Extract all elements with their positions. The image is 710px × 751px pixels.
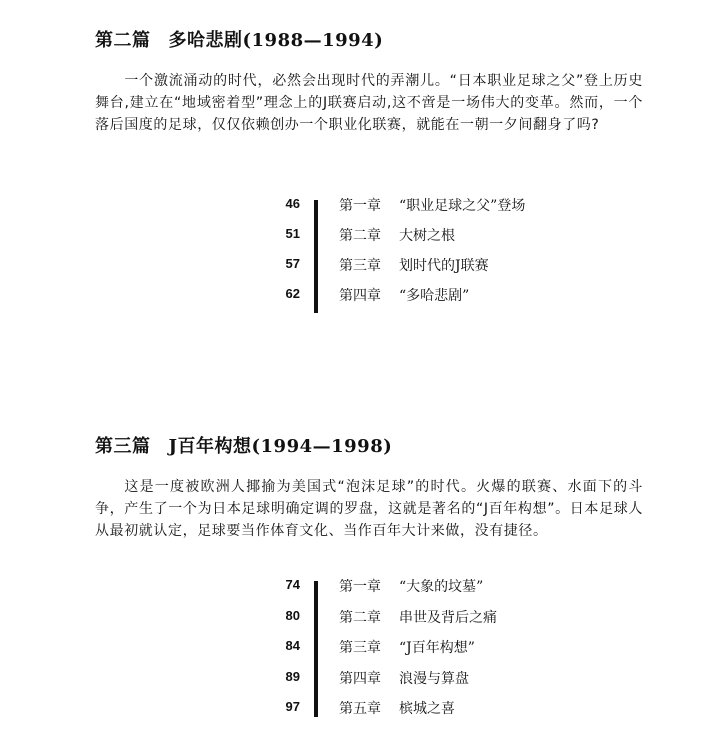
toc-chapter-title [339, 607, 497, 627]
part-heading [95, 432, 392, 458]
toc-entry[interactable] [0, 252, 710, 282]
part-title: 多哈悲剧(1988—1994) [168, 30, 384, 51]
toc-entry[interactable] [0, 604, 710, 634]
toc-entry[interactable] [0, 573, 710, 603]
chapter-title: 槟城之喜 [399, 701, 455, 717]
toc-page-number: 62 [285, 286, 300, 301]
toc-page-number: 97 [285, 699, 300, 714]
toc-entry[interactable] [0, 282, 710, 312]
chapter-title: 串世及背后之痛 [399, 610, 497, 626]
chapter-number: 第四章 [339, 671, 381, 687]
toc-chapter-title [339, 255, 489, 275]
chapter-title: 划时代的J联赛 [399, 258, 489, 274]
toc-chapter-title [339, 576, 483, 596]
toc-page-number: 51 [285, 226, 300, 241]
toc-chapter-title [339, 698, 455, 718]
toc-chapter-title [339, 285, 469, 305]
toc-page-number: 84 [285, 638, 300, 653]
chapter-number: 第一章 [339, 579, 381, 595]
chapter-number: 第一章 [339, 198, 381, 214]
toc-page-number: 89 [285, 669, 300, 684]
toc-entry[interactable] [0, 665, 710, 695]
toc-chapter-title [339, 668, 469, 688]
toc-chapter-title [339, 195, 525, 215]
toc-entry[interactable] [0, 634, 710, 664]
part-intro: 这是一度被欧洲人揶揄为美国式“泡沫足球”的时代。火爆的联赛、水面下的斗争，产生了一个为日本足球明确定调的罗盘，这就是著名的“J百年构想”。日本足球人从最初就认定，足球要当作体育文化、当作百年大计来做，没有捷径。 [95, 479, 643, 539]
chapter-title: 浪漫与算盘 [399, 671, 469, 687]
toc-page-number: 74 [285, 577, 300, 592]
toc-page-number: 57 [285, 256, 300, 271]
toc-chapter-title [339, 637, 475, 657]
chapter-number: 第四章 [339, 288, 381, 304]
chapter-number: 第三章 [339, 258, 381, 274]
part-label: 第二篇 [95, 30, 151, 51]
chapter-number: 第二章 [339, 610, 381, 626]
toc-page-number: 46 [285, 196, 300, 211]
chapter-number: 第五章 [339, 701, 381, 717]
toc-page-number: 80 [285, 608, 300, 623]
toc-entry[interactable] [0, 222, 710, 252]
chapter-title: “大象的坟墓” [399, 579, 484, 595]
chapter-number: 第二章 [339, 228, 381, 244]
part-heading [95, 26, 383, 52]
chapter-title: “职业足球之父”登场 [399, 198, 526, 214]
chapter-title: “J百年构想” [399, 640, 475, 656]
toc-entry[interactable] [0, 695, 710, 725]
part-label: 第三篇 [95, 436, 151, 457]
chapter-title: 大树之根 [399, 228, 455, 244]
part-intro: 一个激流涌动的时代，必然会出现时代的弄潮儿。“日本职业足球之父”登上历史舞台,建立在“地域密着型”理念上的J联赛启动,这不啻是一场伟大的变革。然而，一个落后国度的足球，仅仅依赖创办一个职业化联赛，就能在一朝一夕间翻身了吗? [95, 73, 643, 133]
chapter-title: “多哈悲剧” [399, 288, 470, 304]
toc-chapter-title [339, 225, 455, 245]
toc-entry[interactable] [0, 192, 710, 222]
chapter-number: 第三章 [339, 640, 381, 656]
part-title: J百年构想(1994—1998) [168, 436, 393, 457]
